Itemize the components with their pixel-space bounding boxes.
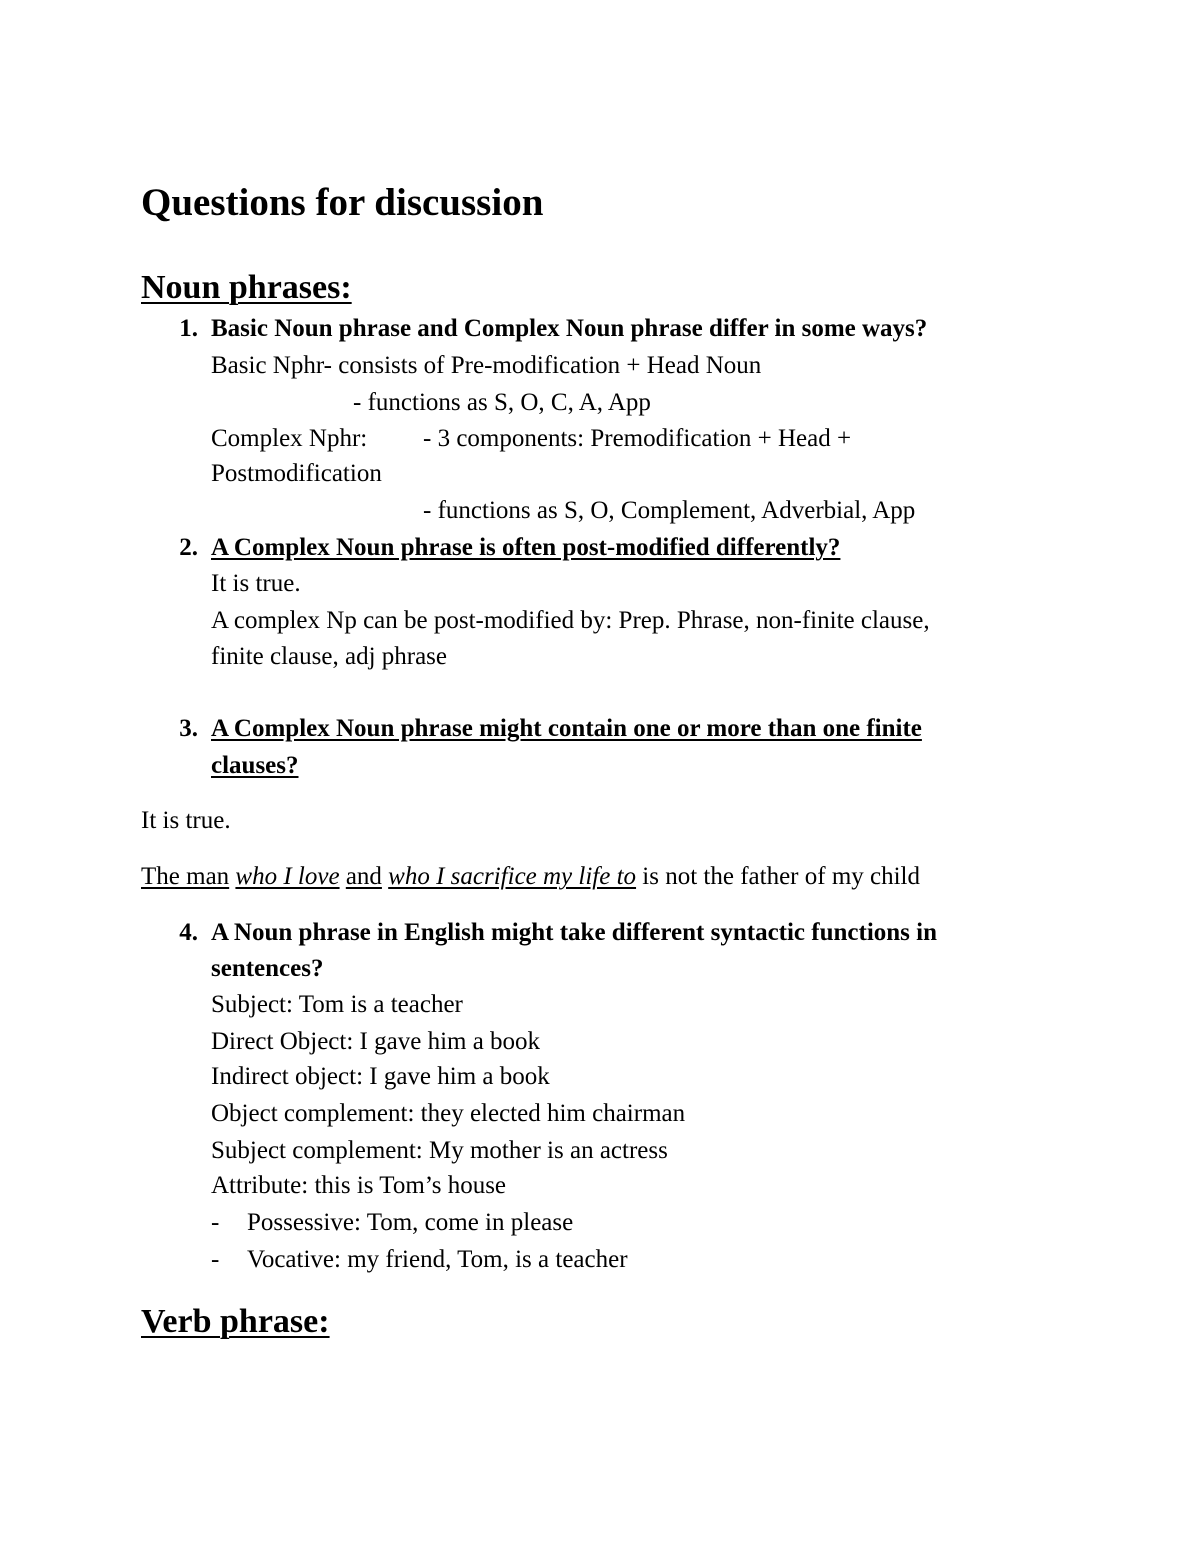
answer-line: Attribute: this is Tom’s house [211, 1172, 507, 1199]
answer-line: finite clause, adj phrase [211, 643, 448, 670]
bullet-item: Possessive: Tom, come in please [247, 1209, 574, 1236]
answer-line: - functions as S, O, Complement, Adverbial, App [423, 497, 916, 524]
example-clause: who I love [235, 863, 340, 890]
answer-line: Object complement: they elected him chairman [211, 1100, 686, 1127]
question-2-number: 2. [179, 534, 198, 561]
example-part: and [345, 863, 382, 890]
answer-line: Subject complement: My mother is an actress [211, 1137, 668, 1164]
answer-line: It is true. [211, 570, 301, 597]
answer-line: - 3 components: Premodification + Head + [423, 425, 852, 452]
example-part: is not the father of my child [642, 863, 921, 890]
answer-line: A complex Np can be post-modified by: Prep. Phrase, non-finite clause, [211, 607, 930, 634]
question-3-number: 3. [179, 715, 198, 742]
section-heading-verb-phrase: Verb phrase: [141, 1303, 330, 1340]
answer-line: Subject: Tom is a teacher [211, 991, 463, 1018]
question-3-text-continued: clauses? [211, 752, 299, 779]
answer-line: Basic Nphr- consists of Pre-modification + Head Noun [211, 352, 762, 379]
bullet-dash: - [211, 1246, 220, 1273]
bullet-item: Vocative: my friend, Tom, is a teacher [247, 1246, 628, 1273]
answer-line: Indirect object: I gave him a book [211, 1063, 550, 1090]
answer-line: It is true. [141, 807, 231, 834]
example-part: The man [141, 863, 230, 890]
question-1-text: Basic Noun phrase and Complex Noun phrase differ in some ways? [211, 315, 928, 342]
answer-line: - functions as S, O, C, A, App [353, 389, 651, 416]
question-4-text: A Noun phrase in English might take different syntactic functions in [211, 919, 938, 946]
answer-line: Direct Object: I gave him a book [211, 1028, 541, 1055]
section-heading-noun-phrases: Noun phrases: [141, 269, 352, 306]
example-sentence [141, 862, 920, 892]
answer-line: Complex Nphr: [211, 425, 368, 452]
question-4-number: 4. [179, 919, 198, 946]
bullet-dash: - [211, 1209, 220, 1236]
question-2-text: A Complex Noun phrase is often post-modified differently? [211, 534, 841, 561]
question-3-text: A Complex Noun phrase might contain one or more than one finite [211, 715, 922, 742]
question-4-text-continued: sentences? [211, 955, 324, 982]
answer-line: Postmodification [211, 460, 382, 487]
page-title: Questions for discussion [141, 181, 544, 224]
question-1-number: 1. [179, 315, 198, 342]
example-clause: who I sacrifice my life to [388, 863, 637, 890]
